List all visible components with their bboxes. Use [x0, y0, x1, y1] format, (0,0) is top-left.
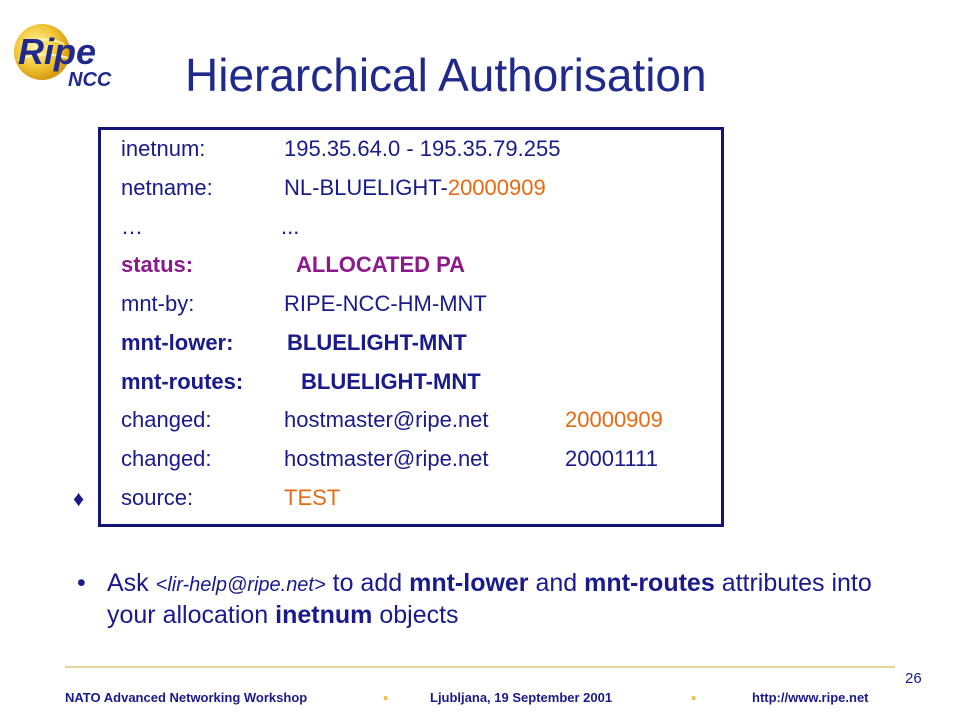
ask-post: attributes into your allocation — [107, 569, 872, 629]
record-value-date: 20001111 — [565, 446, 658, 471]
record-value-date: 20000909 — [565, 407, 663, 432]
logo-main-text: Ripe — [18, 31, 97, 72]
logo-sub-text: NCC — [68, 69, 112, 91]
footer-rule — [65, 666, 895, 668]
record-value-date: 20000909 — [447, 175, 546, 200]
footer-separator: . — [382, 676, 390, 706]
record-value: ... — [281, 214, 300, 239]
ask-text — [107, 568, 907, 630]
record-value: RIPE-NCC-HM-MNT — [284, 291, 487, 316]
footer-left: NATO Advanced Networking Workshop — [65, 690, 308, 705]
ask-attr-mnt-routes: mnt-routes — [584, 569, 715, 597]
record-value: hostmaster@ripe.net — [284, 446, 489, 471]
ripe-ncc-logo — [6, 12, 126, 92]
footer-right: http://www.ripe.net — [752, 690, 869, 705]
ask-attr-mnt-lower: mnt-lower — [409, 569, 529, 597]
record-key: changed: — [121, 446, 212, 471]
bullet-dot-icon: • — [77, 569, 86, 597]
record-key: inetnum: — [121, 136, 206, 161]
record-value: ALLOCATED PA — [296, 252, 466, 277]
record-key: mnt-lower: — [121, 330, 234, 355]
record-value-group — [284, 175, 546, 201]
footer-separator: . — [690, 676, 698, 706]
ask-end: objects — [379, 601, 459, 629]
record-key: … — [121, 214, 143, 239]
record-value: BLUELIGHT-MNT — [287, 330, 467, 355]
record-key: source: — [121, 485, 194, 510]
record-value: TEST — [284, 485, 341, 510]
ask-mid: to add — [332, 569, 403, 597]
ask-pre: Ask — [107, 569, 149, 597]
ask-and: and — [535, 569, 578, 597]
record-value: NL-BLUELIGHT- — [284, 175, 448, 200]
record-key: mnt-routes: — [121, 369, 244, 394]
record-value: 195.35.64.0 - 195.35.79.255 — [284, 136, 561, 161]
slide-title: Hierarchical Authorisation — [185, 49, 707, 101]
ask-email: <lir-help@ripe.net> — [155, 574, 326, 596]
record-value: hostmaster@ripe.net — [284, 407, 489, 432]
record-key: status: — [121, 252, 194, 277]
record-key: mnt-by: — [121, 291, 195, 316]
page-number: 26 — [905, 670, 922, 687]
footer-center: Ljubljana, 19 September 2001 — [430, 690, 613, 705]
ask-obj-inetnum: inetnum — [275, 601, 373, 629]
record-key: changed: — [121, 407, 212, 432]
record-key: netname: — [121, 175, 213, 200]
diamond-bullet-icon: ♦ — [73, 486, 85, 511]
record-value: BLUELIGHT-MNT — [301, 369, 481, 394]
